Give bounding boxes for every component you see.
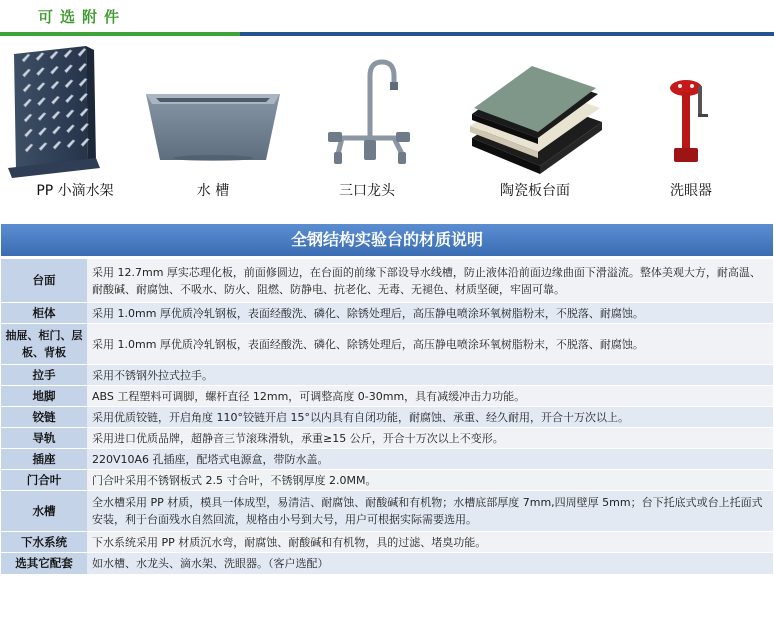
header-rule-blue (240, 32, 774, 36)
product-label: 洗眼器 (670, 183, 712, 199)
spec-key: 铰链 (1, 407, 87, 427)
spec-row (1, 324, 773, 365)
spec-value: 下水系统采用 PP 材质沉水弯，耐腐蚀、耐酸碱和有机物，具的过滤、堵臭功能。 (87, 532, 773, 552)
spec-key: 柜体 (1, 303, 87, 323)
product-label: 三口龙头 (339, 183, 395, 199)
spec-value: ABS 工程塑料可调脚，螺杆直径 12mm，可调整高度 0-30mm，具有减缓冲击力功能。 (87, 386, 773, 406)
spec-value: 如水槽、水龙头、滴水架、洗眼器。（客户选配） (87, 553, 773, 574)
eyewash-icon (616, 42, 766, 178)
spec-value: 采用进口优质品牌，超静音三节滚珠滑轨，承重≥15 公斤，开合十万次以上不变形。 (87, 428, 773, 448)
product-drip-rack[interactable] (0, 42, 150, 212)
section-title: 可选附件 (38, 8, 127, 26)
spec-row (1, 259, 773, 303)
product-faucet[interactable] (292, 42, 442, 212)
product-label: PP 小滴水架 (36, 183, 114, 199)
spec-row (1, 449, 773, 470)
spec-value: 全水槽采用 PP 材质，模具一体成型，易清洁、耐腐蚀、耐酸碱和有机物；水槽底部厚度 7mm,四周壁厚 5mm；台下托底式或台上托面式安装，利于台面残水自然回流，规格由小号到大号，用户可根据实际需要选用。 (87, 491, 773, 531)
spec-key: 地脚 (1, 386, 87, 406)
spec-key: 台面 (1, 259, 87, 302)
spec-key: 抽屉、柜门、层板、背板 (1, 324, 87, 364)
product-ceramic-board[interactable] (460, 42, 610, 212)
spec-row (1, 491, 773, 532)
spec-row (1, 365, 773, 386)
product-label: 水 槽 (196, 183, 230, 199)
accessory-gallery (0, 42, 774, 212)
spec-value: 采用不锈钢外拉式拉手。 (87, 365, 773, 385)
spec-value: 采用 12.7mm 厚实芯理化板，前面修圆边，在台面的前缘下部设导水线槽，防止液体沿前面边缘曲面下滑溢流。整体美观大方，耐高温、耐酸碱、耐腐蚀、不吸水、防火、阻燃、防静电、抗老化、无毒、无褪色、材质坚硬，牢固可靠。 (87, 259, 773, 302)
spec-key: 水槽 (1, 491, 87, 531)
section-header (0, 0, 774, 38)
spec-value: 采用优质铰链，开启角度 110°铰链开启 15°以内具有自闭功能，耐腐蚀、承重、经久耐用，开合十万次以上。 (87, 407, 773, 427)
ceramic-board-icon (460, 42, 610, 178)
spec-row (1, 532, 773, 553)
spec-banner-title: 全钢结构实验台的材质说明 (1, 224, 773, 256)
product-sink[interactable] (138, 42, 288, 212)
header-rule-green (0, 32, 240, 36)
spec-key: 门合叶 (1, 470, 87, 490)
spec-value: 采用 1.0mm 厚优质冷轧钢板，表面经酸洗、磷化、除锈处理后，高压静电喷涂环氧树脂粉末，不脱落、耐腐蚀。 (87, 303, 773, 323)
sink-icon (138, 42, 288, 178)
spec-table (1, 259, 773, 575)
product-label: 陶瓷板台面 (500, 183, 570, 199)
spec-row (1, 470, 773, 491)
spec-row (1, 428, 773, 449)
faucet-icon (292, 42, 442, 178)
product-eyewash[interactable] (616, 42, 766, 212)
spec-row (1, 553, 773, 575)
spec-value: 采用 1.0mm 厚优质冷轧钢板，表面经酸洗、磷化、除锈处理后，高压静电喷涂环氧树脂粉末，不脱落、耐腐蚀。 (87, 324, 773, 364)
spec-key: 导轨 (1, 428, 87, 448)
spec-key: 下水系统 (1, 532, 87, 552)
spec-value: 220V10A6 孔插座，配塔式电源盒，带防水盖。 (87, 449, 773, 469)
spec-key: 插座 (1, 449, 87, 469)
spec-key: 拉手 (1, 365, 87, 385)
spec-value: 门合叶采用不锈钢板式 2.5 寸合叶，不锈钢厚度 2.0MM。 (87, 470, 773, 490)
spec-row (1, 303, 773, 324)
drip-rack-icon (0, 42, 150, 178)
spec-row (1, 386, 773, 407)
spec-key: 选其它配套 (1, 553, 87, 574)
spec-row (1, 407, 773, 428)
